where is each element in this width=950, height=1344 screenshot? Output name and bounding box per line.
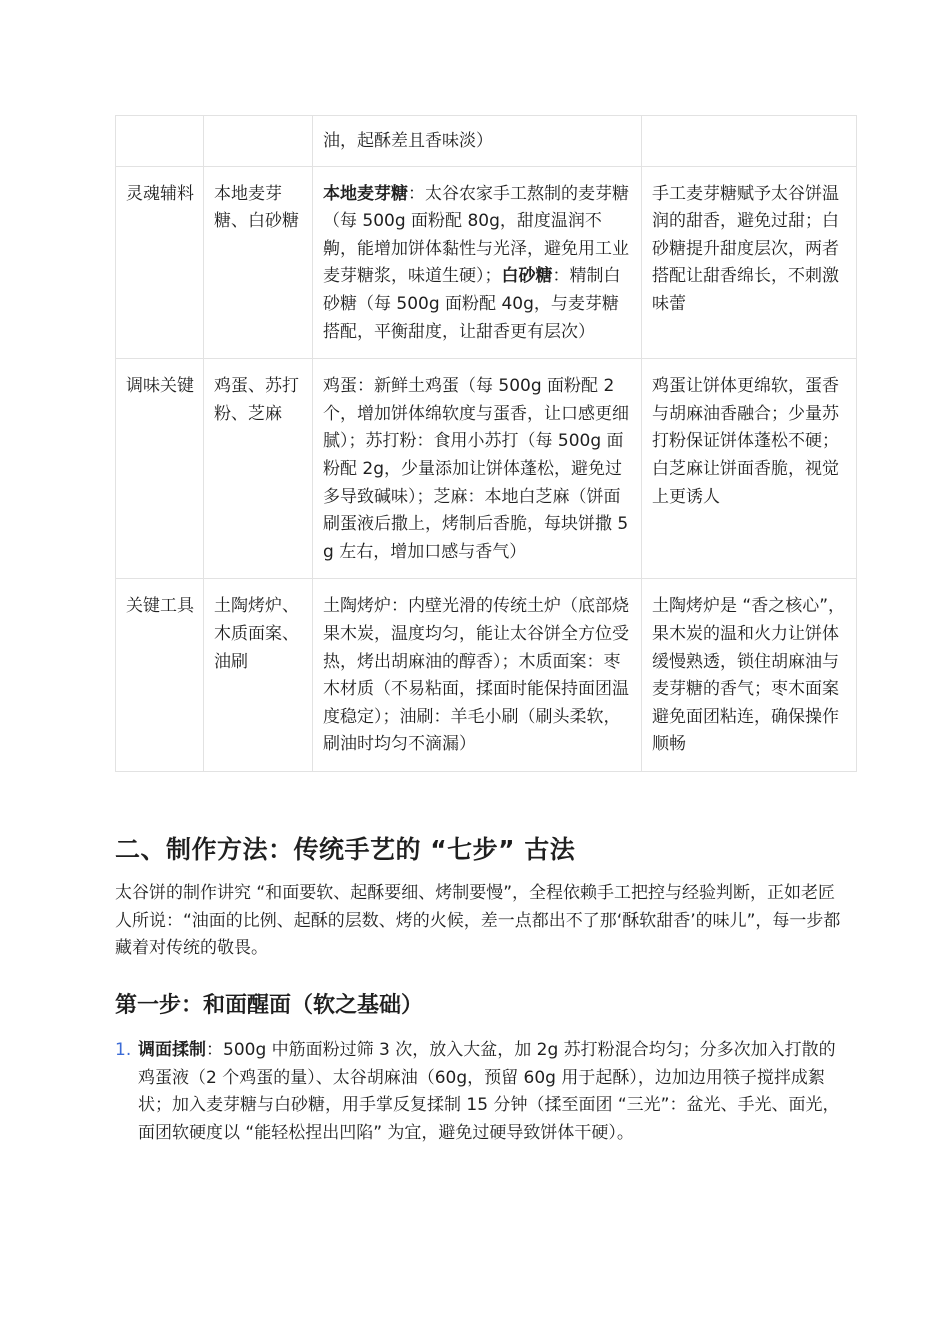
detail-text: 土陶烤炉：内壁光滑的传统土炉（底部烧果木炭，温度均匀，能让太谷饼全方位受热，烤出胡麻油的醇香）；木质面案：枣木材质（不易粘面，揉面时能保持面团温度稳定）；油刷：羊毛小刷（刷头柔软，刷油时均匀不滴漏） [323, 596, 629, 755]
effect-cell: 手工麦芽糖赋予太谷饼温润的甜香，避免过甜；白砂糖提升甜度层次，两者搭配让甜香绵长，不刺激味蕾 [642, 166, 857, 359]
section-heading: 二、制作方法：传统手艺的 “七步” 古法 [115, 835, 576, 864]
detail-cell [313, 116, 642, 167]
ingredients-table [115, 115, 857, 772]
category-cell: 灵魂辅料 [116, 166, 204, 359]
effect-cell [642, 116, 857, 167]
detail-cell [313, 359, 642, 579]
detail-cell [313, 166, 642, 359]
category-cell: 调味关键 [116, 359, 204, 579]
category-cell: 关键工具 [116, 579, 204, 772]
list-item [115, 1037, 840, 1147]
table-row [116, 166, 857, 359]
detail-text: 鸡蛋：新鲜土鸡蛋（每 500g 面粉配 2 个，增加饼体绵软度与蛋香，让口感更细腻）；苏打粉：食用小苏打（每 500g 面粉配 2g，少量添加让饼体蓬松，避免过多导致碱味）；芝麻：本地白芝麻（饼面刷蛋液后撒上，烤制后香脆，每块饼撒 5g 左右，增加口感与香气） [323, 376, 629, 562]
effect-cell: 土陶烤炉是 “香之核心”，果木炭的温和火力让饼体缓慢熟透，锁住胡麻油与麦芽糖的香气；枣木面案避免面团粘连，确保操作顺畅 [642, 579, 857, 772]
list-item-text [138, 1037, 840, 1147]
category-cell [116, 116, 204, 167]
intro-paragraph: 太谷饼的制作讲究 “和面要软、起酥要细、烤制要慢”，全程依赖手工把控与经验判断，正如老匠人所说：“油面的比例、起酥的层数、烤的火候，差一点都出不了那‘酥软甜香’的味儿”，每一步都藏着对传统的敬畏。 [115, 883, 841, 958]
detail-text: ：太谷农家手工熬制的麦芽糖（每 500g 面粉配 80g，甜度温润不齁，能增加饼体黏性与光泽，避免用工业麦芽糖浆，味道生硬）； [323, 183, 629, 287]
table-row [116, 359, 857, 579]
table-row [116, 579, 857, 772]
table-row [116, 116, 857, 167]
effect-cell: 鸡蛋让饼体更绵软，蛋香与胡麻油香融合；少量苏打粉保证饼体蓬松不硬；白芝麻让饼面香脆，视觉上更诱人 [642, 359, 857, 579]
step-heading: 第一步：和面醒面（软之基础） [115, 993, 424, 1018]
list-item-body: ：500g 中筋面粉过筛 3 次，放入大盆，加 2g 苏打粉混合均匀；分多次加入打散的鸡蛋液（2 个鸡蛋的量）、太谷胡麻油（60g，预留 60g 用于起酥），边加边用筷子搅拌成絮状；加入麦芽糖与白砂糖，用手掌反复揉制 15 分钟（揉至面团 “三光”：盆光、手光、面光，面团软硬度以 “能轻松捏出凹陷” 为宜，避免过硬导致饼体干硬）。 [138, 1040, 840, 1143]
ingredient-cell: 本地麦芽糖、白砂糖 [204, 166, 313, 359]
list-number: 1. [115, 1040, 132, 1060]
ingredient-cell [204, 116, 313, 167]
detail-bold-term: 白砂糖 [501, 266, 553, 287]
detail-text: 油，起酥差且香味淡） [323, 131, 493, 151]
detail-bold-term: 本地麦芽糖 [323, 183, 408, 204]
detail-cell [313, 579, 642, 772]
ingredient-cell: 土陶烤炉、木质面案、油刷 [204, 579, 313, 772]
list-item-label: 调面揉制 [138, 1040, 206, 1060]
detail-text: ：精制白砂糖（每 500g 面粉配 40g，与麦芽糖搭配，平衡甜度，让甜香更有层次） [323, 266, 621, 342]
ingredient-cell: 鸡蛋、苏打粉、芝麻 [204, 359, 313, 579]
